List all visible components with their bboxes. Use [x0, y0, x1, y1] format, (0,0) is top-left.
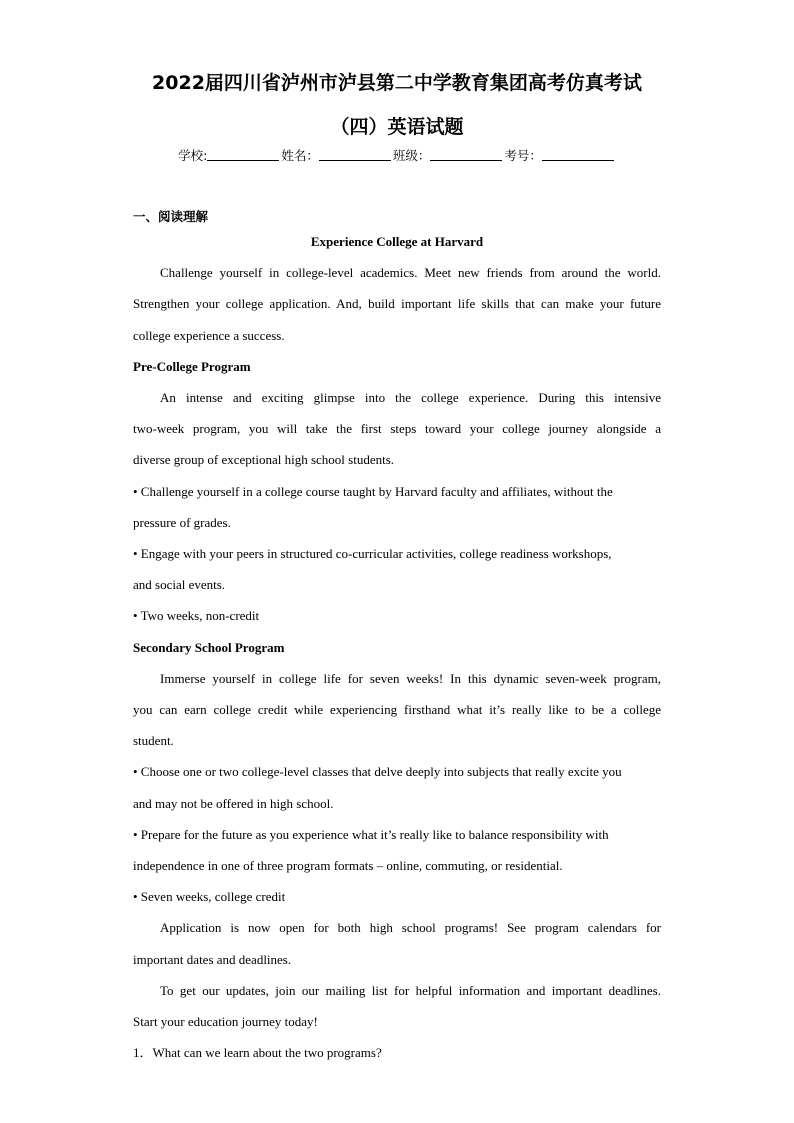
paragraph-line: student. — [133, 733, 174, 748]
bullet-line: • Engage with your peers in structured co-curricular activities, college readiness workshops, — [133, 546, 612, 561]
bullet-line: • Prepare for the future as you experience what it’s really like to balance responsibility with — [133, 827, 609, 842]
class-label: 班级： — [392, 148, 431, 163]
school-label: 学校: — [178, 148, 208, 163]
paragraph-line: diverse group of exceptional high school students. — [133, 452, 395, 467]
paragraph-line: Start your education journey today! — [133, 1014, 318, 1029]
subheading-secondary: Secondary School Program — [133, 640, 285, 655]
student-info-line — [0, 146, 794, 164]
paragraph-line: college experience a success. — [133, 328, 285, 343]
bullet-line: independence in one of three program formats – online, commuting, or residential. — [133, 858, 563, 873]
bullet-line: • Choose one or two college-level classes that delve deeply into subjects that really excite you — [133, 764, 622, 779]
article-title: Experience College at Harvard — [310, 234, 484, 249]
exam-no-blank[interactable] — [542, 148, 614, 161]
exam-no-label: 考号： — [504, 148, 542, 163]
paragraph-line: two-week program, you will take the first steps toward your college journey alongside a — [133, 421, 661, 436]
paragraph-line: important dates and deadlines. — [133, 952, 292, 967]
bullet-line: • Challenge yourself in a college course taught by Harvard faculty and affiliates, without the — [133, 484, 613, 499]
bullet-line: and may not be offered in high school. — [133, 796, 334, 811]
subheading-pre-college: Pre-College Program — [133, 359, 251, 374]
bullet-line: • Seven weeks, college credit — [133, 889, 286, 904]
name-label: 姓名： — [281, 148, 319, 163]
question-1: 1．What can we learn about the two programs? — [133, 1045, 382, 1060]
paragraph-line: Challenge yourself in college-level academics. Meet new friends from around the world. — [160, 265, 661, 280]
exam-title-line2: （四）英语试题 — [330, 116, 464, 138]
class-blank[interactable] — [430, 148, 502, 161]
bullet-line: and social events. — [133, 577, 226, 592]
school-blank[interactable] — [207, 148, 279, 161]
paragraph-line: An intense and exciting glimpse into the college experience. During this intensive — [160, 390, 661, 405]
paragraph-line: you can earn college credit while experiencing firsthand what it’s really like to be a college — [133, 702, 661, 717]
name-blank[interactable] — [319, 148, 391, 161]
bullet-line: pressure of grades. — [133, 515, 231, 530]
paragraph-line: Strengthen your college application. And, build important life skills that can make your future — [133, 296, 661, 311]
paragraph-line: Immerse yourself in college life for seven weeks! In this dynamic seven-week program, — [160, 671, 661, 686]
exam-title-line1: 2022届四川省泸州市泸县第二中学教育集团高考仿真考试 — [152, 72, 642, 94]
bullet-line: • Two weeks, non-credit — [133, 608, 260, 623]
paragraph-line: To get our updates, join our mailing list for helpful information and important deadlines. — [160, 983, 661, 998]
section-heading: 一、阅读理解 — [133, 209, 209, 224]
paragraph-line: Application is now open for both high school programs! See program calendars for — [160, 920, 661, 935]
